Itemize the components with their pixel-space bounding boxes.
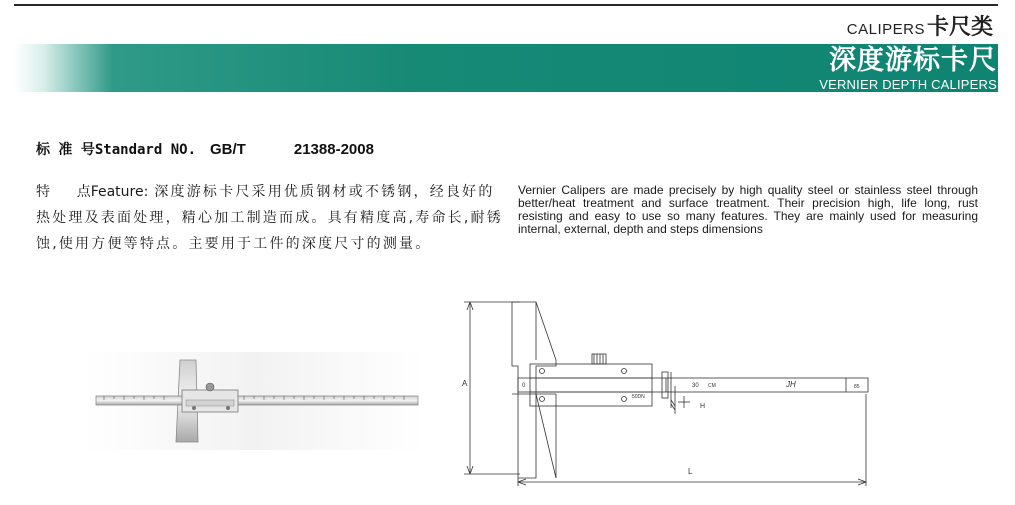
product-photo [84,352,424,450]
scale-zero-label: 0 [522,383,526,389]
feature-text-cn [36,179,506,257]
bar-end-label: 85 [854,384,860,390]
feature-label-cn: 特 点Feature: [36,184,149,200]
standard-code: GB/T [210,141,246,158]
top-rule [14,4,998,6]
category-en: CALIPERS [846,21,925,38]
feature-text-en: Vernier Calipers are made precisely by high quality steel or stainless steel through better/heat treatment and surface treatment. Their precision high, life long, rust resisting and easy to use so many features. They are mainly used for measuring internal, external, depth and steps dimensions [518,183,978,236]
standard-label: 标 准 号Standard NO. [36,142,197,158]
banner-title-cn: 深度游标卡尺 [829,45,997,76]
technical-drawing [456,296,896,486]
dim-a-label: A [462,379,468,388]
category-title [846,10,993,40]
standard-number: 21388-2008 [293,141,374,158]
vernier-label: 50DN [632,394,645,400]
scale-cm-label: CM [708,383,716,389]
scale-30-label: 30 [692,383,699,389]
standard-line [36,139,374,159]
category-cn: 卡尺类 [926,15,993,40]
banner-title-en: VERNIER DEPTH CALIPERS [819,77,997,92]
dim-l-label: L [688,467,693,476]
feature-body-cn: 深度游标卡尺采用优质钢材或不锈钢，经良好的热处理及表面处理，精心加工制造而成。具有精度高,寿命长,耐锈蚀,使用方便等特点。主要用于工件的深度尺寸的测量。 [36,184,503,252]
logo-mark: JH [786,380,796,389]
dim-h-label: H [700,403,706,410]
photo-ruler-bar [96,396,418,405]
